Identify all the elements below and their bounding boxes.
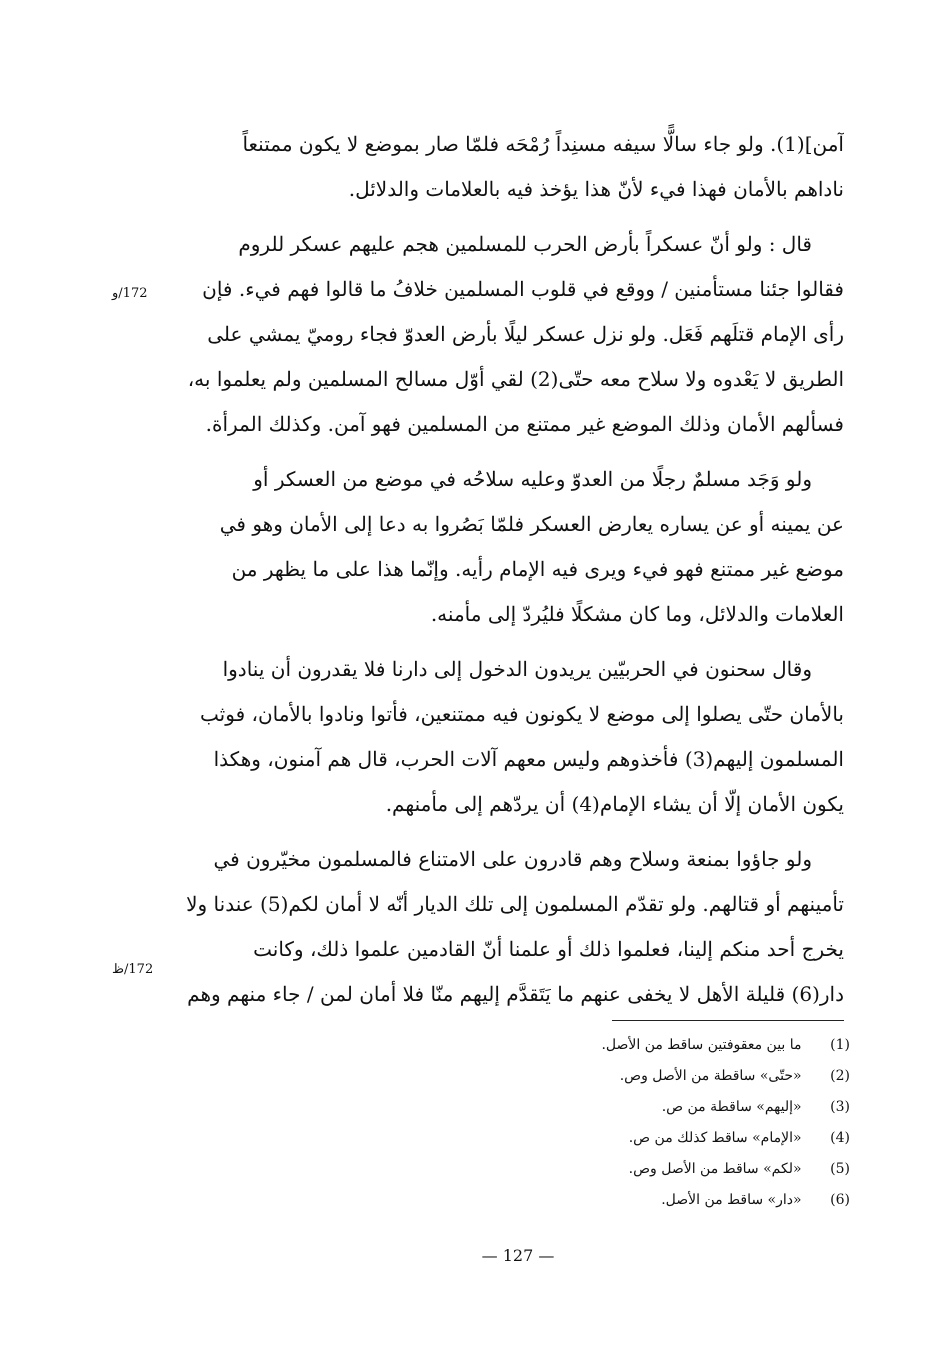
footnote-number: (2) <box>830 1068 850 1084</box>
text-line: آمن](1). ولو جاء سالًّا سيفه مسنِداً رُمْحَه فلمّا صار بموضع لا يكون ممتنعاً <box>242 132 844 156</box>
footnote-number: (1) <box>830 1037 850 1053</box>
footnotes <box>520 1030 850 1216</box>
footnote-text: «لكم» ساقط من الأصل وص. <box>628 1161 802 1177</box>
text-line: يكون الأمان إلّا أن يشاء الإمام(4) أن يردّهم إلى مأمنهم. <box>385 792 844 816</box>
paragraph-5 <box>184 837 844 1017</box>
text-line: تأمينهم أو قتالهم. ولو تقدّم المسلمون إلى تلك الديار أنّه لا أمان لكم(5) عندنا ولا <box>186 892 844 916</box>
folio-marker: 172/و <box>112 286 148 301</box>
footnote <box>520 1123 850 1154</box>
text-line: العلامات والدلائل، وما كان مشكلًا فليُردّ إلى مأمنه. <box>430 602 844 626</box>
main-text <box>184 122 844 1027</box>
text-line: رأى الإمام قتلَهم فَعَل. ولو نزل عسكر ليلًا بأرض العدوّ فجاء روميّ يمشي على <box>207 322 844 346</box>
footnote <box>520 1061 850 1092</box>
text-line: عن يمينه أو عن يساره يعارض العسكر فلمّا بَصُروا به دعا إلى الأمان وهو في <box>219 512 844 536</box>
paragraph-1 <box>184 122 844 212</box>
paragraph-3 <box>184 457 844 637</box>
footnote-text: «حتّى» ساقطة من الأصل وص. <box>619 1068 802 1084</box>
text-line: فقالوا جئنا مستأمنين / ووقع في قلوب المسلمين خلافُ ما قالوا فهم فيء. فإن <box>202 277 844 301</box>
text-line: الطريق لا يَعْدوه ولا سلاح معه حتّى(2) لقي أوّل مسالح المسلمين ولم يعلموا به، <box>187 367 844 391</box>
text-line: ناداهم بالأمان فهذا فيء لأنّ هذا يؤخذ فيه بالعلامات والدلائل. <box>348 177 844 201</box>
text-line: ولو جاؤوا بمنعة وسلاح وهم قادرون على الامتناع فالمسلمون مخيّرون في <box>213 847 812 871</box>
text-line: دار(6) قليلة الأهل لا يخفى عنهم ما يَتَقدَّم إليهم منّا فلا أمان لمن / جاء منهم وهم <box>187 982 844 1006</box>
paragraph-4 <box>184 647 844 827</box>
footnote-number: (4) <box>830 1130 850 1146</box>
footnote <box>520 1092 850 1123</box>
folio-marker: 172/ظ <box>112 962 154 977</box>
footnote-text: ما بين معقوفتين ساقط من الأصل. <box>601 1037 802 1053</box>
footnote-number: (3) <box>830 1099 850 1115</box>
footnote-number: (6) <box>830 1192 850 1208</box>
text-line: قال : ولو أنّ عسكراً بأرض الحرب للمسلمين هجم عليهم عسكر للروم <box>238 232 812 256</box>
footnote-text: «إليهم» ساقطة من ص. <box>661 1099 802 1115</box>
text-line: بالأمان حتّى يصلوا إلى موضع لا يكونون فيه ممتنعين، فأتوا ونادوا بالأمان، فوثب <box>200 702 844 726</box>
text-line: وقال سحنون في الحربيّين يريدون الدخول إلى دارنا فلا يقدرون أن ينادوا <box>222 657 812 681</box>
text-line: موضع غير ممتنع فهو فيء ويرى فيه الإمام رأيه. وإنّما هذا على ما يظهر من <box>231 557 844 581</box>
footnote-divider <box>612 1020 844 1021</box>
text-line: يخرج أحد منكم إلينا، فعلموا ذلك أو علمنا أنّ القادمين علموا ذلك، وكانت <box>253 937 844 961</box>
footnote <box>520 1185 850 1216</box>
text-line: المسلمون إليهم(3) فأخذوهم وليس معهم آلات الحرب، قال هم آمنون، وهكذا <box>213 747 844 771</box>
footnote <box>520 1030 850 1061</box>
text-line: فسألهم الأمان وذلك الموضع غير ممتنع من المسلمين فهو آمن. وكذلك المرأة. <box>205 412 844 436</box>
footnote-text: «الإمام» ساقط كذلك من ص. <box>628 1130 802 1146</box>
paragraph-2 <box>184 222 844 447</box>
footnote-text: «دار» ساقط من الأصل. <box>661 1192 802 1208</box>
footnote-number: (5) <box>830 1161 850 1177</box>
text-line: ولو وَجَد مسلمٌ رجلًا من العدوّ وعليه سلاحُه في موضع من العسكر أو <box>253 467 812 491</box>
footnote <box>520 1154 850 1185</box>
page-number: — 127 — <box>481 1246 555 1265</box>
